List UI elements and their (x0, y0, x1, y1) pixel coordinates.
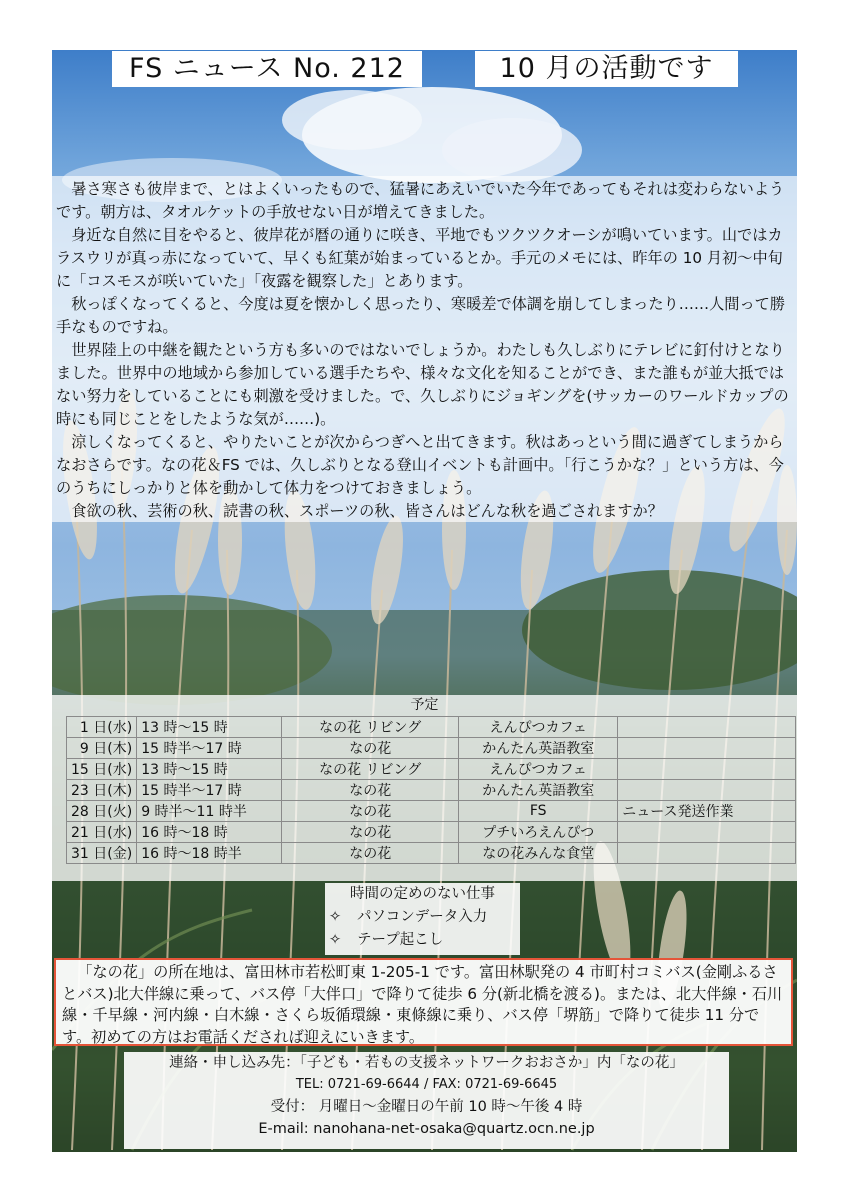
schedule-place: なの花 (282, 822, 459, 843)
schedule-time: 13 時～15 時 (137, 717, 282, 738)
table-row (67, 780, 796, 801)
newsletter-title: FS ニュース No. 212 (112, 51, 422, 87)
schedule-date: 23 日(木) (67, 780, 137, 801)
table-row (67, 759, 796, 780)
schedule-date: 21 日(水) (67, 822, 137, 843)
schedule-event: なの花みんな食堂 (459, 843, 618, 864)
schedule-place: なの花 リビング (282, 759, 459, 780)
schedule-date: 15 日(水) (67, 759, 137, 780)
schedule-note (618, 738, 796, 759)
schedule-place: なの花 (282, 843, 459, 864)
schedule-event: かんたん英語教室 (459, 738, 618, 759)
schedule-time: 9 時半～11 時半 (137, 801, 282, 822)
table-row (67, 717, 796, 738)
schedule-time: 15 時半～17 時 (137, 738, 282, 759)
schedule-date: 28 日(火) (67, 801, 137, 822)
body-paragraph: 身近な自然に目をやると、彼岸花が暦の通りに咲き、平地でもツクツクオーシが鳴いています。山ではカラスウリが真っ赤になっていて、早くも紅葉が始まっているとか。手元のメモには、昨年の 10 月初～中旬に「コスモスが咲いていた」「夜露を観察した」とあります。 (56, 226, 783, 290)
contact-box (124, 1052, 729, 1149)
contact-organization: 連絡・申し込み先：「子ども・若もの支援ネットワークおおさか」内「なの花」 (169, 1055, 684, 1071)
schedule-note (618, 759, 796, 780)
schedule-event: かんたん英語教室 (459, 780, 618, 801)
schedule-time: 16 時～18 時半 (137, 843, 282, 864)
schedule-time: 16 時～18 時 (137, 822, 282, 843)
schedule-place: なの花 (282, 738, 459, 759)
schedule-note: ニュース発送作業 (618, 801, 796, 822)
table-row (67, 738, 796, 759)
body-paragraph: 涼しくなってくると、やりたいことが次からつぎへと出てきます。秋はあっという間に過ぎてしまうからなおさらです。なの花＆FS では、久しぶりとなる登山イベントも計画中。「行こうかな？」という方は、今のうちにしっかりと体を動かして体力をつけておきましょう。 (56, 433, 784, 497)
body-text (56, 178, 796, 523)
schedule-title: 予定 (410, 697, 439, 713)
location-text: 「なの花」の所在地は、富田林市若松町東 1-205-1 です。富田林駅発の 4 市町村コミバス(金剛ふるさとバス)北大伴線に乗って、バス停「大伴口」で降りて徒歩 6 分(新北橋を渡る)。または、北大伴線・石川線・千早線・河内線・白木線・さくら坂循環線・東條線に乗り、バス停「堺筋」で降りて徒歩 11 分です。初めての方はお電話くだされば迎えにいきます。 (62, 963, 783, 1046)
schedule-time: 15 時半～17 時 (137, 780, 282, 801)
schedule-note (618, 822, 796, 843)
schedule-event: えんぴつカフェ (459, 717, 618, 738)
table-row (67, 843, 796, 864)
schedule-date: 9 日(木) (67, 738, 137, 759)
contact-email[interactable]: E-mail: nanohana-net-osaka@quartz.ocn.ne.jp (258, 1121, 595, 1137)
schedule-event: えんぴつカフェ (459, 759, 618, 780)
schedule-event: プチいろえんぴつ (459, 822, 618, 843)
contact-hours: 受付： 月曜日～金曜日の午前 10 時～午後 4 時 (270, 1099, 583, 1115)
sparkle-bullet-icon: ✧ (329, 932, 342, 948)
tasks-title: 時間の定めのない仕事 (350, 886, 495, 902)
location-box (54, 958, 793, 1046)
schedule-place: なの花 (282, 780, 459, 801)
task-item (325, 929, 520, 952)
task-item (325, 906, 520, 929)
schedule-note (618, 717, 796, 738)
month-title: 10 月の活動です (475, 51, 738, 87)
schedule-date: 1 日(水) (67, 717, 137, 738)
contact-phone-fax: TEL: 0721-69-6644 / FAX: 0721-69-6645 (295, 1077, 558, 1092)
body-paragraph: 食欲の秋、芸術の秋、読書の秋、スポーツの秋、皆さんはどんな秋を過ごされますか？ (71, 502, 663, 520)
body-paragraph: 秋っぽくなってくると、今度は夏を懐かしく思ったり、寒暖差で体調を崩してしまったり……人間って勝手なものですね。 (56, 295, 785, 336)
schedule-time: 13 時～15 時 (137, 759, 282, 780)
schedule-date: 31 日(金) (67, 843, 137, 864)
table-row (67, 822, 796, 843)
schedule-note (618, 843, 796, 864)
task-label: パソコンデータ入力 (357, 909, 488, 925)
schedule-table (66, 716, 796, 864)
sparkle-bullet-icon: ✧ (329, 909, 342, 925)
schedule-place: なの花 リビング (282, 717, 459, 738)
schedule-note (618, 780, 796, 801)
schedule-place: なの花 (282, 801, 459, 822)
body-paragraph: 暑さ寒さも彼岸まで、とはよくいったもので、猛暑にあえいでいた今年であってもそれは変わらないようです。朝方は、タオルケットの手放せない日が増えてきました。 (56, 180, 785, 221)
table-row (67, 801, 796, 822)
task-label: テープ起こし (357, 932, 444, 948)
schedule-event: FS (459, 801, 618, 822)
body-paragraph: 世界陸上の中継を観たという方も多いのではないでしょうか。わたしも久しぶりにテレビに釘付けとなりました。世界中の地域から参加している選手たちや、様々な文化を知ることができ、また誰もが並大抵ではない努力をしていることにも刺激を受けました。で、久しぶりにジョギングを(サッカーのワールドカップの時にも同じことをしたような気が……)。 (56, 341, 789, 428)
unscheduled-tasks (325, 883, 520, 955)
